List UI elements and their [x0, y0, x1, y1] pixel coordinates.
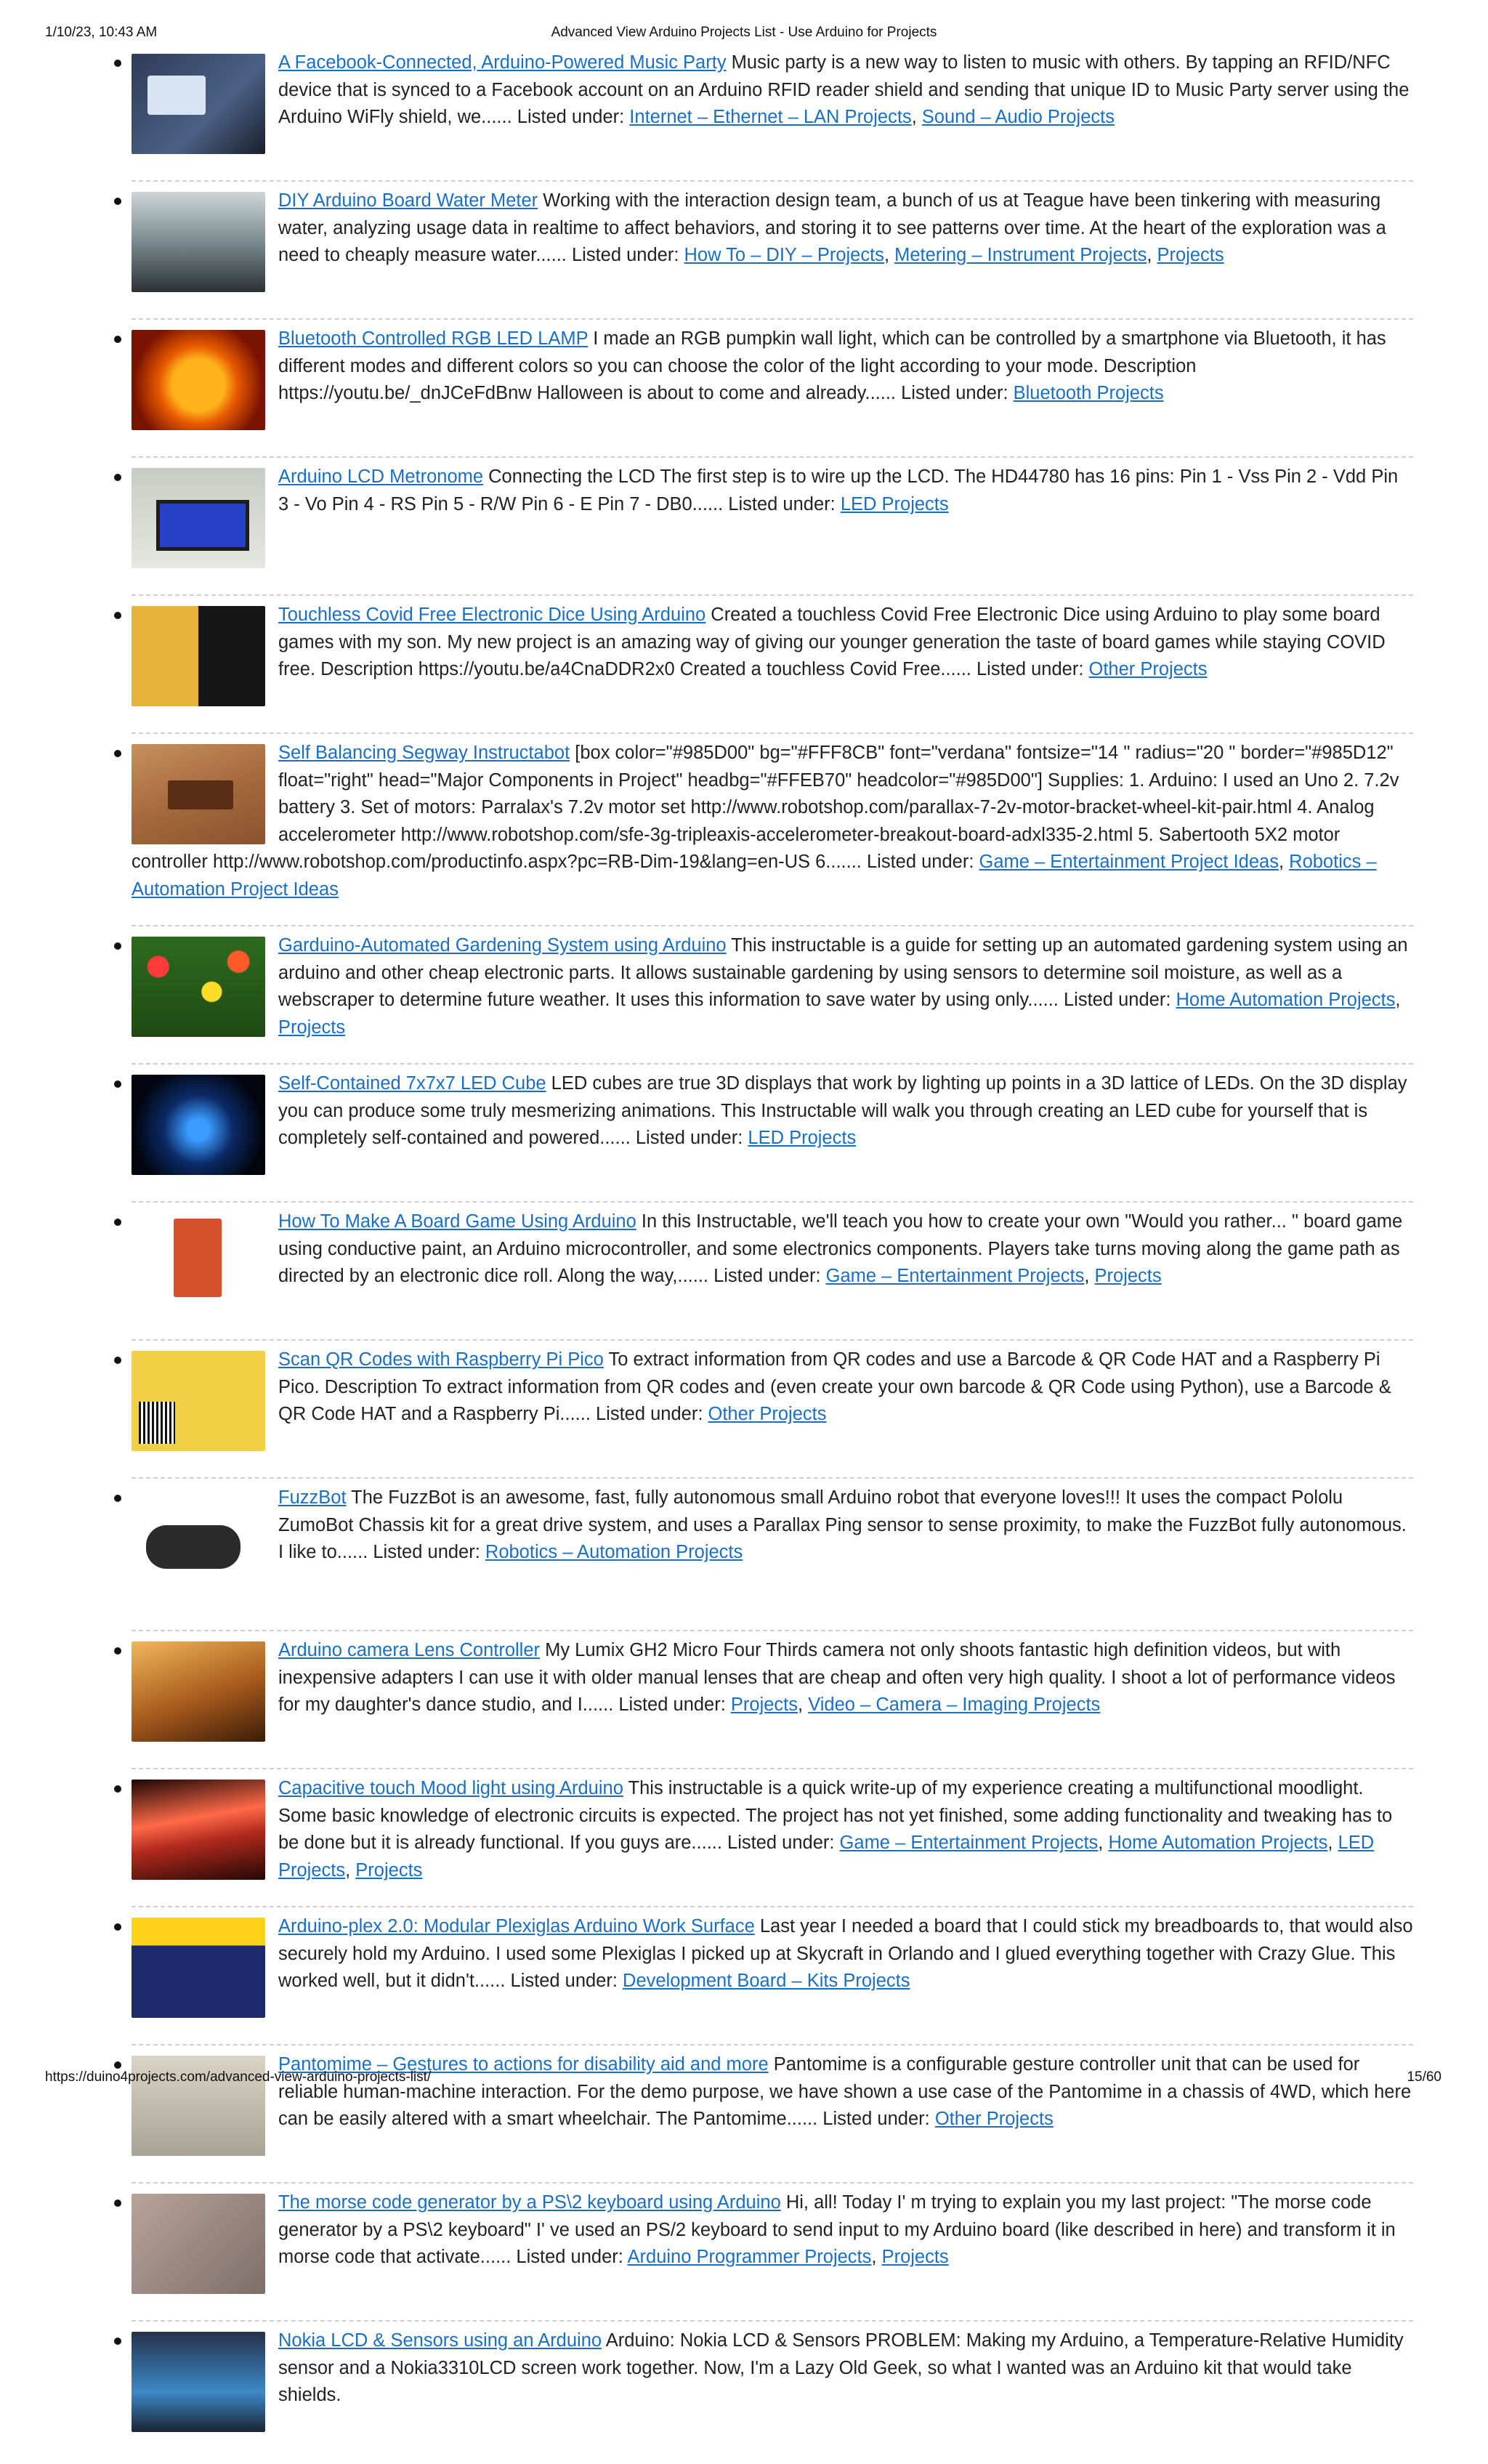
bullet-icon — [114, 1647, 121, 1655]
item-description — [132, 1346, 1413, 1429]
item-text: Connecting the LCD The first step is to wire up the LCD. The HD44780 has 16 pins: Pin 1 - Vss Pin 2 - Vdd Pin 3 - Vo Pin 4 - RS Pin 5 - R/W Pin 6 - E Pin 7 - DB0...... Listed under: — [278, 466, 1399, 514]
project-thumbnail[interactable] — [132, 1641, 265, 1742]
item-text: The FuzzBot is an awesome, fast, fully autonomous small Arduino robot that everyone loves!!! It uses the compact Pololu ZumoBot Chassis kit for a great drive system, and uses a Parallax Ping sensor to sense proximity, to make the FuzzBot fully autonomous. I like to...... Listed under: — [278, 1487, 1407, 1562]
list-item — [132, 1913, 1413, 2045]
item-description — [132, 1070, 1413, 1152]
bullet-icon — [114, 1080, 121, 1088]
item-description: How To Make A Board Game Using Arduino In this Instructable, we'll teach you how to create your own "Would you rather... " board game using conductive paint, an Arduino microcontroller, and some electronics components. Players take turns moving along the game path as directed by an electronic dice roll. Along the way,...... Listed under: Game – Entertainment Projects, Projects — [278, 1211, 1403, 1286]
project-thumbnail[interactable] — [132, 606, 265, 706]
bullet-icon — [114, 474, 121, 481]
category-link[interactable]: Projects — [1157, 245, 1224, 265]
category-link[interactable]: LED Projects — [840, 493, 949, 514]
item-text: Hi, all! Today I' m trying to explain you my last project: "The morse code generator by a PS\2 keyboard" I' ve used an PS/2 keyboard to send input to my Arduino board (like described in here) and transform it in morse code that activate...... Listed under: — [278, 2192, 1396, 2267]
category-link[interactable]: Projects — [881, 2247, 949, 2267]
item-description — [132, 464, 1413, 518]
category-link[interactable]: Game – Entertainment Projects — [839, 1833, 1099, 1853]
list-item — [132, 602, 1413, 734]
category-link[interactable]: Projects — [355, 1859, 423, 1881]
project-title-link[interactable]: Pantomime – Gestures to actions for disability aid and more — [278, 2054, 769, 2075]
category-link[interactable]: Video – Camera – Imaging Projects — [808, 1694, 1101, 1715]
category-link[interactable]: Robotics – Automation Project Ideas — [132, 852, 1377, 900]
category-link[interactable]: Game – Entertainment Projects — [825, 1266, 1085, 1286]
item-text: Created a touchless Covid Free Electronic Dice using Arduino to play some board games with my son. My new project is an amazing way of giving our younger generation the taste of board games while staying COVID free. Description https://youtu.be/a4CnaDDR2x0 Created a touchless Covid Free...... Listed under: — [278, 605, 1386, 679]
category-link[interactable]: LED Projects — [748, 1128, 857, 1148]
bullet-icon — [114, 942, 121, 950]
category-link[interactable]: Arduino Programmer Projects — [627, 2247, 872, 2267]
category-link[interactable]: Home Automation Projects — [1176, 990, 1396, 1010]
project-title-link[interactable]: Bluetooth Controlled RGB LED LAMP — [278, 328, 589, 349]
item-text: LED cubes are true 3D displays that work by lighting up points in a 3D lattice of LEDs. On the 3D display you can produce some truly mesmerizing animations. This Instructable will walk you through creating an LED cube for yourself that is completely self-contained and powered...... Listed under: — [278, 1073, 1407, 1148]
project-title-link[interactable]: Self Balancing Segway Instructabot — [278, 743, 570, 763]
bullet-icon — [114, 336, 121, 343]
item-text: In this Instructable, we'll teach you how to create your own "Would you rather... " board game using conductive paint, an Arduino microcontroller, and some electronics components. Players take turns moving along the game path as directed by an electronic dice roll. Along the way,...... Listed under: — [278, 1211, 1403, 1286]
list-item — [132, 1485, 1413, 1631]
item-text: This instructable is a quick write-up of my experience creating a multifunctional moodlight. Some basic knowledge of electronic circuits is expected. The project has not yet finished, some adding functionality and tweaking has to be done but it is already functional. If you guys are...... Listed under: — [278, 1778, 1393, 1853]
bullet-icon — [114, 1495, 121, 1502]
list-item — [132, 326, 1413, 458]
page-number: 15/60 — [1407, 2069, 1442, 2085]
category-link[interactable]: Bluetooth Projects — [1013, 383, 1164, 403]
project-title-link[interactable]: Arduino camera Lens Controller — [278, 1640, 541, 1660]
item-description — [132, 326, 1413, 408]
category-link[interactable]: Internet – Ethernet – LAN Projects — [629, 107, 912, 127]
item-text: Pantomime is a configurable gesture controller unit that can be used for reliable human-machine interaction. For the demo purpose, we have shown a use case of the Pantomime in a chassis of 4WD, which here can be easily altered with a smart wheelchair. The Pantomime...... Listed under: — [278, 2054, 1412, 2129]
bullet-icon — [114, 198, 121, 205]
project-title-link[interactable]: Capacitive touch Mood light using Arduino — [278, 1778, 623, 1798]
project-thumbnail[interactable] — [132, 192, 265, 292]
item-text: I made an RGB pumpkin wall light, which can be controlled by a smartphone via Bluetooth, it has different modes and different colors so you can choose the color of the light according to your mode. Description https://youtu.be/_dnJCeFdBnw Halloween is about to come and already...... Listed under: — [278, 328, 1386, 403]
bullet-icon — [114, 2338, 121, 2345]
category-link[interactable]: Sound – Audio Projects — [921, 107, 1115, 127]
page-url: https://duino4projects.com/advanced-view-arduino-projects-list/ — [45, 2069, 432, 2085]
bullet-icon — [114, 2200, 121, 2207]
list-item — [132, 2327, 1413, 2458]
item-description — [132, 602, 1413, 684]
item-description: DIY Arduino Board Water Meter Working with the interaction design team, a bunch of us at Teague have been tinkering with measuring water, analyzing usage data in realtime to affect behaviors, and storing it to see patterns over time. At the heart of the exploration was a need to cheaply measure water...... Listed under: How To – DIY – Projects, Metering – Instrument Projects, Projects — [278, 190, 1386, 265]
item-description: Self Balancing Segway Instructabot [box color="#985D00" bg="#FFF8CB" font="verdana" fontsize="14 " radius="20 " border="#985D12" float="right" head="Major Components in Project" headbg="#FFEB70" headcolor="#985D00"] Supplies: 1. Arduino: I used an Uno 2. 7.2v battery 3. Set of motors: Parralax's 7.2v motor set http://www.robotshop.com/parallax-7-2v-motor-bracket-wheel-kit-pair.html 4. Analog accelerometer http://www.robotshop.com/sfe-3g-tripleaxis-accelerometer-breakout-board-adxl335-2.html 5. Sabertooth 5X2 motor controller http://www.robotshop.com/productinfo.aspx?pc=RB-Dim-19&lang=en-US 6....... Listed under: Game – Entertainment Project Ideas, Robotics – Automation Project Ideas — [132, 743, 1399, 900]
bullet-icon — [114, 1923, 121, 1931]
category-link[interactable]: Other Projects — [708, 1404, 827, 1424]
category-link[interactable]: Development Board – Kits Projects — [623, 1971, 910, 1991]
item-text: Music party is a new way to listen to music with others. By tapping an RFID/NFC device that is synced to a Facebook account on an Arduino RFID reader shield and sending that unique ID to Music Party server using the Arduino WiFly shield, we...... Listed under: — [278, 52, 1410, 127]
project-list — [132, 49, 1413, 2464]
bullet-icon — [114, 1785, 121, 1793]
list-item — [132, 464, 1413, 596]
project-thumbnail[interactable] — [132, 1918, 265, 2018]
category-link[interactable]: LED Projects — [278, 1833, 1375, 1881]
project-thumbnail[interactable] — [132, 54, 265, 154]
list-item — [132, 932, 1413, 1065]
project-thumbnail[interactable] — [132, 1780, 265, 1880]
category-link[interactable]: Projects — [1094, 1266, 1162, 1286]
list-item — [132, 2189, 1413, 2322]
category-link[interactable]: Projects — [730, 1694, 798, 1715]
list-item — [132, 1070, 1413, 1203]
print-datetime: 1/10/23, 10:43 AM — [45, 25, 158, 40]
item-description: A Facebook-Connected, Arduino-Powered Music Party Music party is a new way to listen to music with others. By tapping an RFID/NFC device that is synced to a Facebook account on an Arduino RFID reader shield and sending that unique ID to Music Party server using the Arduino WiFly shield, we...... Listed under: Internet – Ethernet – LAN Projects, Sound – Audio Projects — [278, 52, 1410, 127]
item-text: Working with the interaction design team, a bunch of us at Teague have been tinkering with measuring water, analyzing usage data in realtime to affect behaviors, and storing it to see patterns over time. At the heart of the exploration was a need to cheaply measure water...... Listed under: — [278, 190, 1386, 265]
item-text: To extract information from QR codes and use a Barcode & QR Code HAT and a Raspberry Pi Pico. Description To extract information from QR codes and (even create your own barcode & QR Code using Python), use a Barcode & QR Code HAT and a Raspberry Pi...... Listed under: — [278, 1349, 1391, 1424]
project-thumbnail[interactable] — [132, 1489, 265, 1589]
project-title-link[interactable]: Garduino-Automated Gardening System using Arduino — [278, 935, 727, 956]
list-item — [132, 187, 1413, 320]
project-thumbnail[interactable] — [132, 1075, 265, 1175]
project-thumbnail[interactable] — [132, 330, 265, 430]
category-link[interactable]: How To – DIY – Projects — [684, 245, 884, 265]
item-description: Arduino camera Lens Controller My Lumix GH2 Micro Four Thirds camera not only shoots fantastic high definition videos, but with inexpensive adapters I can use it with older manual lenses that are cheap and often very high quality. I shoot a lot of performance videos for my daughter's dance studio, and I...... Listed under: Projects, Video – Camera – Imaging Projects — [278, 1640, 1396, 1715]
item-text: Last year I needed a board that I could stick my breadboards to, that would also securely hold my Arduino. I used some Plexiglas I picked up at Skycraft in Orlando and I glued everything together with Crazy Glue. This worked well, but it didn't...... Listed under: — [278, 1916, 1413, 1991]
list-item — [132, 1208, 1413, 1341]
project-thumbnail[interactable] — [132, 1213, 265, 1313]
project-thumbnail[interactable] — [132, 937, 265, 1037]
project-thumbnail[interactable] — [132, 744, 265, 844]
project-title-link[interactable]: DIY Arduino Board Water Meter — [278, 190, 538, 211]
project-title-link[interactable]: The morse code generator by a PS\2 keyboard using Arduino — [278, 2192, 781, 2213]
item-description: The morse code generator by a PS\2 keyboard using Arduino Hi, all! Today I' m trying to explain you my last project: "The morse code generator by a PS\2 keyboard" I' ve used an PS/2 keyboard to send input to my Arduino board (like described in here) and transform it in morse code that activate...... Listed under: Arduino Programmer Projects, Projects — [278, 2192, 1396, 2267]
bullet-icon — [114, 1219, 121, 1226]
project-thumbnail[interactable] — [132, 1351, 265, 1451]
project-title-link[interactable]: Arduino LCD Metronome — [278, 466, 484, 487]
list-item — [132, 1637, 1413, 1769]
bullet-icon — [114, 2061, 121, 2069]
project-title-link[interactable]: Scan QR Codes with Raspberry Pi Pico — [278, 1349, 604, 1370]
project-title-link[interactable]: How To Make A Board Game Using Arduino — [278, 1211, 636, 1232]
item-description: Capacitive touch Mood light using Arduino This instructable is a quick write-up of my experience creating a multifunctional moodlight. Some basic knowledge of electronic circuits is expected. The project has not yet finished, some adding functionality and tweaking has to be done but it is already functional. If you guys are...... Listed under: Game – Entertainment Projects, Home Automation Projects, LED Projects, Projects — [278, 1778, 1393, 1881]
list-item — [132, 740, 1413, 926]
bullet-icon — [114, 60, 121, 67]
item-description: Garduino-Automated Gardening System using Arduino This instructable is a guide for setting up an automated gardening system using an arduino and other cheap electronic parts. It allows sustainable gardening by using sensors to determine soil moisture, as well as a webscraper to determine future weather. It uses this information to save water by using only...... Listed under: Home Automation Projects, Projects — [278, 935, 1408, 1038]
item-text: This instructable is a guide for setting up an automated gardening system using an arduino and other cheap electronic parts. It allows sustainable gardening by using sensors to determine soil moisture, as well as a webscraper to determine future weather. It uses this information to save water by using only...... Listed under: — [278, 935, 1408, 1010]
project-thumbnail[interactable] — [132, 2194, 265, 2294]
project-title-link[interactable]: Touchless Covid Free Electronic Dice Using Arduino — [278, 605, 706, 625]
list-item — [132, 1346, 1413, 1479]
project-thumbnail[interactable] — [132, 468, 265, 568]
item-description — [132, 1913, 1413, 1995]
category-link[interactable]: Metering – Instrument Projects — [894, 245, 1147, 265]
page-title: Advanced View Arduino Projects List - Use Arduino for Projects — [551, 25, 937, 40]
project-title-link[interactable]: FuzzBot — [278, 1487, 347, 1508]
list-item — [132, 1775, 1413, 1907]
project-title-link[interactable]: Arduino-plex 2.0: Modular Plexiglas Arduino Work Surface — [278, 1916, 755, 1936]
category-link[interactable]: Other Projects — [1088, 659, 1208, 679]
category-link[interactable]: Robotics – Automation Projects — [485, 1542, 743, 1562]
project-title-link[interactable]: A Facebook-Connected, Arduino-Powered Music Party — [278, 52, 727, 73]
item-text: My Lumix GH2 Micro Four Thirds camera not only shoots fantastic high definition videos, but with inexpensive adapters I can use it with older manual lenses that are cheap and often very high quality. I shoot a lot of performance videos for my daughter's dance studio, and I...... Listed under: — [278, 1640, 1396, 1715]
item-description — [132, 2327, 1413, 2410]
project-title-link[interactable]: Nokia LCD & Sensors using an Arduino — [278, 2330, 602, 2351]
bullet-icon — [114, 1357, 121, 1364]
project-title-link[interactable]: Self-Contained 7x7x7 LED Cube — [278, 1073, 546, 1094]
item-description — [132, 1485, 1413, 1567]
list-item — [132, 49, 1413, 182]
item-text: Arduino: Nokia LCD & Sensors PROBLEM: Making my Arduino, a Temperature-Relative Humidity sensor and a Nokia3310LCD screen work together. Now, I'm a Lazy Old Geek, so what I wanted was an Arduino kit that would take shields. — [278, 2330, 1404, 2405]
category-link[interactable]: Home Automation Projects — [1108, 1833, 1328, 1853]
bullet-icon — [114, 750, 121, 757]
item-description — [132, 2051, 1413, 2133]
category-link[interactable]: Projects — [278, 1017, 346, 1038]
category-link[interactable]: Game – Entertainment Project Ideas — [979, 852, 1279, 872]
category-link[interactable]: Other Projects — [934, 2109, 1054, 2129]
project-thumbnail[interactable] — [132, 2332, 265, 2432]
item-text: [box color="#985D00" bg="#FFF8CB" font="verdana" fontsize="14 " radius="20 " border="#985D12" float="right" head="Major Components in Project" headbg="#FFEB70" headcolor="#985D00"] Supplies: 1. Arduino: I used an Uno 2. 7.2v battery 3. Set of motors: Parralax's 7.2v motor set http://www.robotshop.com/parallax-7-2v-motor-bracket-wheel-kit-pair.html 4. Analog accelerometer http://www.robotshop.com/sfe-3g-tripleaxis-accelerometer-breakout-board-adxl335-2.html 5. Sabertooth 5X2 motor controller http://www.robotshop.com/productinfo.aspx?pc=RB-Dim-19&lang=en-US 6....... Listed under: — [132, 743, 1399, 872]
bullet-icon — [114, 612, 121, 619]
